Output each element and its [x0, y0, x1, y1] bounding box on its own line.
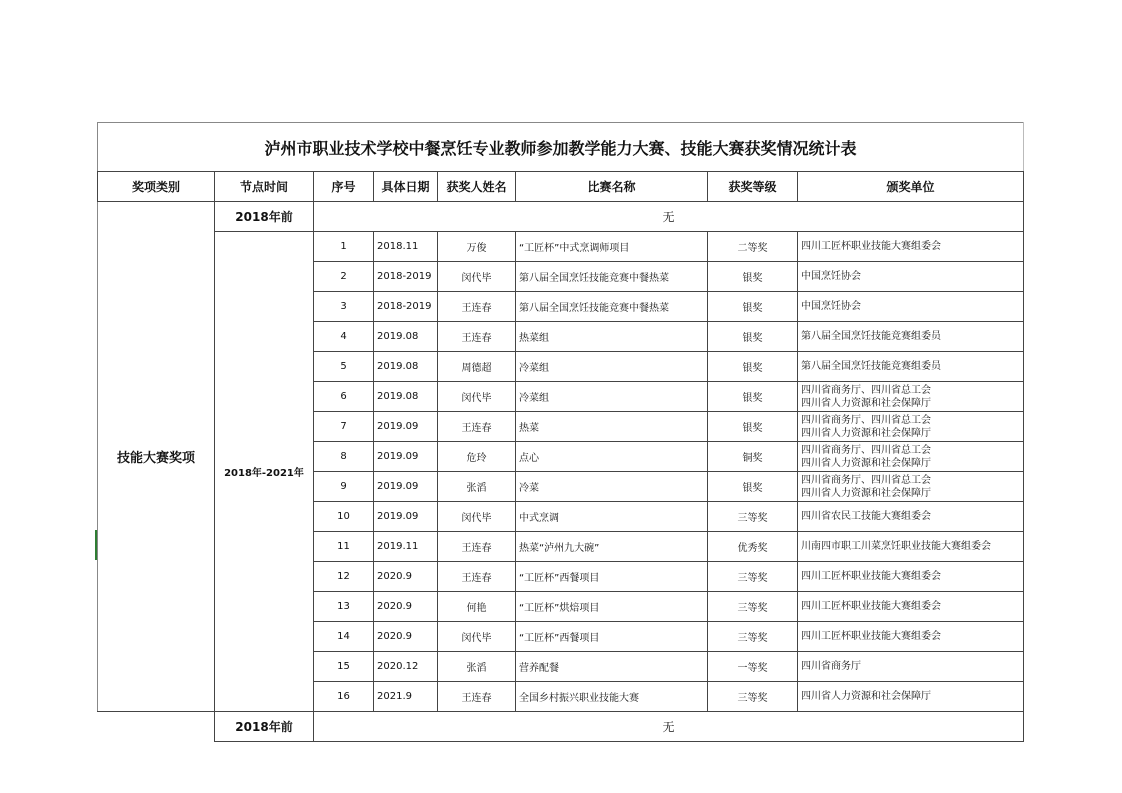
date-cell: 2020.9: [374, 592, 438, 622]
issuing-unit-line: 四川省人力资源和社会保障厅: [801, 397, 931, 409]
award-level-cell: 三等奖: [708, 562, 798, 592]
issuing-unit-line: 中国烹饪协会: [801, 301, 861, 312]
award-level-cell: 三等奖: [708, 622, 798, 652]
serial-number-cell: 1: [314, 232, 374, 262]
winner-name-cell: 张滔: [438, 472, 516, 502]
serial-number-cell: 7: [314, 412, 374, 442]
award-level-cell: 一等奖: [708, 652, 798, 682]
serial-number-cell: 14: [314, 622, 374, 652]
issuing-unit-cell: [798, 352, 1024, 382]
date-cell: 2019.09: [374, 472, 438, 502]
issuing-unit-cell: [798, 592, 1024, 622]
serial-number-cell: 3: [314, 292, 374, 322]
date-cell: 2019.09: [374, 502, 438, 532]
contest-name-cell: 热菜“泸州九大碗”: [516, 532, 708, 562]
date-cell: 2019.09: [374, 412, 438, 442]
issuing-unit-cell: [798, 322, 1024, 352]
serial-number-cell: 12: [314, 562, 374, 592]
date-cell: 2020.9: [374, 562, 438, 592]
header-row: [98, 172, 1024, 202]
pre-period-row: [98, 202, 1024, 232]
date-cell: 2018-2019: [374, 292, 438, 322]
issuing-unit-cell: [798, 652, 1024, 682]
date-cell: 2020.12: [374, 652, 438, 682]
award-level-cell: 二等奖: [708, 232, 798, 262]
issuing-unit-line: 四川省商务厅、四川省总工会: [801, 474, 931, 486]
contest-name-cell: 第八届全国烹饪技能竞赛中餐热菜: [516, 262, 708, 292]
winner-name-cell: 何艳: [438, 592, 516, 622]
date-cell: 2019.08: [374, 352, 438, 382]
serial-number-cell: 4: [314, 322, 374, 352]
issuing-unit-cell: [798, 442, 1024, 472]
issuing-unit-cell: [798, 292, 1024, 322]
issuing-unit-line: 四川省商务厅、四川省总工会: [801, 444, 931, 456]
date-cell: 2019.08: [374, 382, 438, 412]
post-period-label: 2018年前: [215, 712, 314, 742]
contest-name-cell: 热菜: [516, 412, 708, 442]
winner-name-cell: 闵代毕: [438, 262, 516, 292]
issuing-unit-cell: [798, 622, 1024, 652]
issuing-unit-line: 四川省商务厅、四川省总工会: [801, 384, 931, 396]
issuing-unit-cell: [798, 532, 1024, 562]
winner-name-cell: 万俊: [438, 232, 516, 262]
serial-number-cell: 16: [314, 682, 374, 712]
winner-name-cell: 危玲: [438, 442, 516, 472]
cell-cursor-marker: [95, 530, 97, 560]
header-cell: 具体日期: [374, 172, 438, 202]
winner-name-cell: 闵代毕: [438, 622, 516, 652]
date-cell: 2020.9: [374, 622, 438, 652]
issuing-unit-line: 川南四市职工川菜烹饪职业技能大赛组委会: [801, 541, 991, 552]
issuing-unit-line: 第八届全国烹饪技能竞赛组委员: [801, 361, 941, 372]
contest-name-cell: “工匠杯”烘焙项目: [516, 592, 708, 622]
table-title: 泸州市职业技术学校中餐烹饪专业教师参加教学能力大赛、技能大赛获奖情况统计表: [98, 123, 1024, 172]
award-level-cell: 优秀奖: [708, 532, 798, 562]
issuing-unit-cell: [798, 562, 1024, 592]
issuing-unit-cell: [798, 472, 1024, 502]
post-period-row: [98, 712, 1024, 742]
winner-name-cell: 王连春: [438, 292, 516, 322]
issuing-unit-line: 第八届全国烹饪技能竞赛组委员: [801, 331, 941, 342]
issuing-unit-cell: [798, 682, 1024, 712]
issuing-unit-line: 四川工匠杯职业技能大赛组委会: [801, 601, 941, 612]
award-level-cell: 银奖: [708, 262, 798, 292]
contest-name-cell: “工匠杯”中式烹调师项目: [516, 232, 708, 262]
award-level-cell: 银奖: [708, 382, 798, 412]
issuing-unit-cell: [798, 262, 1024, 292]
issuing-unit-cell: [798, 382, 1024, 412]
header-cell: 奖项类别: [98, 172, 215, 202]
serial-number-cell: 2: [314, 262, 374, 292]
serial-number-cell: 10: [314, 502, 374, 532]
contest-name-cell: 营养配餐: [516, 652, 708, 682]
winner-name-cell: 王连春: [438, 322, 516, 352]
category-cell: 技能大赛奖项: [98, 202, 215, 712]
award-level-cell: 银奖: [708, 292, 798, 322]
header-cell: 获奖人姓名: [438, 172, 516, 202]
issuing-unit-cell: [798, 412, 1024, 442]
winner-name-cell: 王连春: [438, 682, 516, 712]
contest-name-cell: “工匠杯”西餐项目: [516, 562, 708, 592]
serial-number-cell: 8: [314, 442, 374, 472]
issuing-unit-line: 四川省商务厅: [801, 661, 861, 672]
header-cell: 颁奖单位: [798, 172, 1024, 202]
contest-name-cell: 中式烹调: [516, 502, 708, 532]
post-period-value: 无: [314, 712, 1024, 742]
pre-period-value: 无: [314, 202, 1024, 232]
issuing-unit-line: 中国烹饪协会: [801, 271, 861, 282]
award-level-cell: 银奖: [708, 472, 798, 502]
date-cell: 2019.09: [374, 442, 438, 472]
winner-name-cell: 闵代毕: [438, 502, 516, 532]
contest-name-cell: 点心: [516, 442, 708, 472]
date-cell: 2021.9: [374, 682, 438, 712]
award-table: [97, 122, 1024, 742]
contest-name-cell: “工匠杯”西餐项目: [516, 622, 708, 652]
award-level-cell: 三等奖: [708, 682, 798, 712]
contest-name-cell: 热菜组: [516, 322, 708, 352]
serial-number-cell: 13: [314, 592, 374, 622]
contest-name-cell: 全国乡村振兴职业技能大赛: [516, 682, 708, 712]
issuing-unit-cell: [798, 232, 1024, 262]
winner-name-cell: 王连春: [438, 412, 516, 442]
date-cell: 2018-2019: [374, 262, 438, 292]
winner-name-cell: 闵代毕: [438, 382, 516, 412]
issuing-unit-line: 四川工匠杯职业技能大赛组委会: [801, 571, 941, 582]
serial-number-cell: 11: [314, 532, 374, 562]
blank-cell: [98, 712, 215, 742]
contest-name-cell: 第八届全国烹饪技能竞赛中餐热菜: [516, 292, 708, 322]
award-level-cell: 三等奖: [708, 592, 798, 622]
contest-name-cell: 冷菜: [516, 472, 708, 502]
date-cell: 2018.11: [374, 232, 438, 262]
contest-name-cell: 冷菜组: [516, 352, 708, 382]
winner-name-cell: 张滔: [438, 652, 516, 682]
date-cell: 2019.11: [374, 532, 438, 562]
serial-number-cell: 15: [314, 652, 374, 682]
issuing-unit-line: 四川省人力资源和社会保障厅: [801, 487, 931, 499]
award-level-cell: 银奖: [708, 412, 798, 442]
issuing-unit-line: 四川省人力资源和社会保障厅: [801, 691, 931, 702]
issuing-unit-line: 四川工匠杯职业技能大赛组委会: [801, 241, 941, 252]
issuing-unit-line: 四川工匠杯职业技能大赛组委会: [801, 631, 941, 642]
award-level-cell: 银奖: [708, 322, 798, 352]
header-cell: 序号: [314, 172, 374, 202]
award-level-cell: 铜奖: [708, 442, 798, 472]
table-row: [98, 232, 1024, 262]
pre-period-label: 2018年前: [215, 202, 314, 232]
header-cell: 比赛名称: [516, 172, 708, 202]
issuing-unit-line: 四川省农民工技能大赛组委会: [801, 511, 931, 522]
header-cell: 节点时间: [215, 172, 314, 202]
winner-name-cell: 王连春: [438, 532, 516, 562]
issuing-unit-line: 四川省人力资源和社会保障厅: [801, 457, 931, 469]
date-cell: 2019.08: [374, 322, 438, 352]
serial-number-cell: 6: [314, 382, 374, 412]
winner-name-cell: 王连春: [438, 562, 516, 592]
award-statistics-sheet: [97, 122, 1025, 742]
header-cell: 获奖等级: [708, 172, 798, 202]
award-level-cell: 三等奖: [708, 502, 798, 532]
serial-number-cell: 9: [314, 472, 374, 502]
main-period-cell: 2018年-2021年: [215, 232, 314, 712]
issuing-unit-cell: [798, 502, 1024, 532]
contest-name-cell: 冷菜组: [516, 382, 708, 412]
winner-name-cell: 周德超: [438, 352, 516, 382]
issuing-unit-line: 四川省人力资源和社会保障厅: [801, 427, 931, 439]
award-level-cell: 银奖: [708, 352, 798, 382]
serial-number-cell: 5: [314, 352, 374, 382]
issuing-unit-line: 四川省商务厅、四川省总工会: [801, 414, 931, 426]
